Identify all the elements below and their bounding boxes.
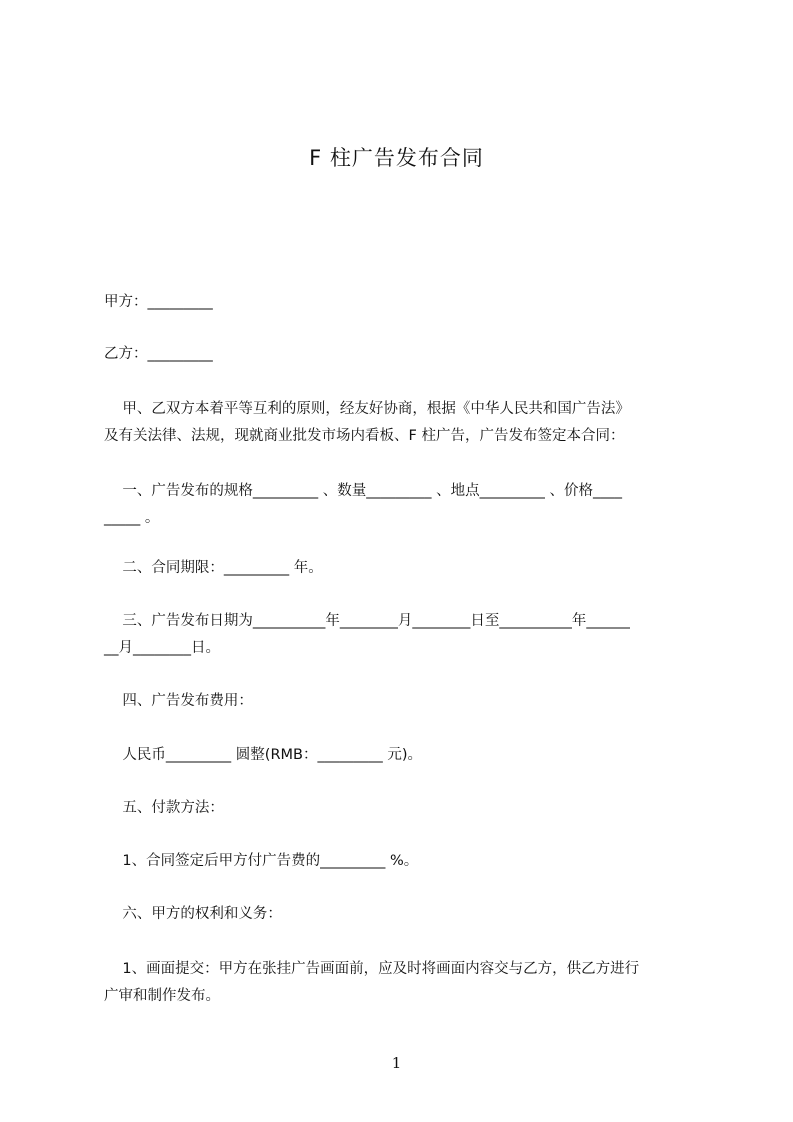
- payment-amount: 人民币_________ 圆整(RMB：_________ 元)。: [104, 747, 423, 763]
- clause-5: 五、付款方法：: [104, 800, 224, 816]
- document-title: F 柱广告发布合同: [309, 146, 484, 170]
- page-number: 1: [391, 1054, 402, 1072]
- payment-method-1: 1、合同签定后甲方付广告费的_________ %。: [104, 853, 419, 869]
- clause-1-line-2: _____ 。: [104, 510, 160, 526]
- clause-3-line-2: __月________日。: [104, 640, 220, 656]
- party-b-line: 乙方：_________: [104, 346, 213, 362]
- clause-2: 二、合同期限：_________ 年。: [104, 560, 323, 576]
- obligation-1-line-1: 1、画面提交：甲方在张挂广告画面前，应及时将画面内容交与乙方，供乙方进行: [104, 961, 640, 977]
- party-a-line: 甲方：_________: [104, 294, 213, 310]
- clause-1-line-1: 一、广告发布的规格_________ 、数量_________ 、地点_________ 、价格____: [104, 483, 623, 499]
- clause-6: 六、甲方的权利和义务：: [104, 906, 282, 922]
- obligation-1-line-2: 广审和制作发布。: [104, 988, 220, 1004]
- intro-line-2: 及有关法律、法规，现就商业批发市场内看板、F 柱广告，广告发布签定本合同：: [104, 428, 625, 444]
- clause-4: 四、广告发布费用：: [104, 693, 253, 709]
- intro-line-1: 甲、乙双方本着平等互利的原则，经友好协商，根据《中华人民共和国广告法》: [104, 401, 630, 417]
- clause-3-line-1: 三、广告发布日期为__________年________月________日至__________年______: [104, 613, 630, 629]
